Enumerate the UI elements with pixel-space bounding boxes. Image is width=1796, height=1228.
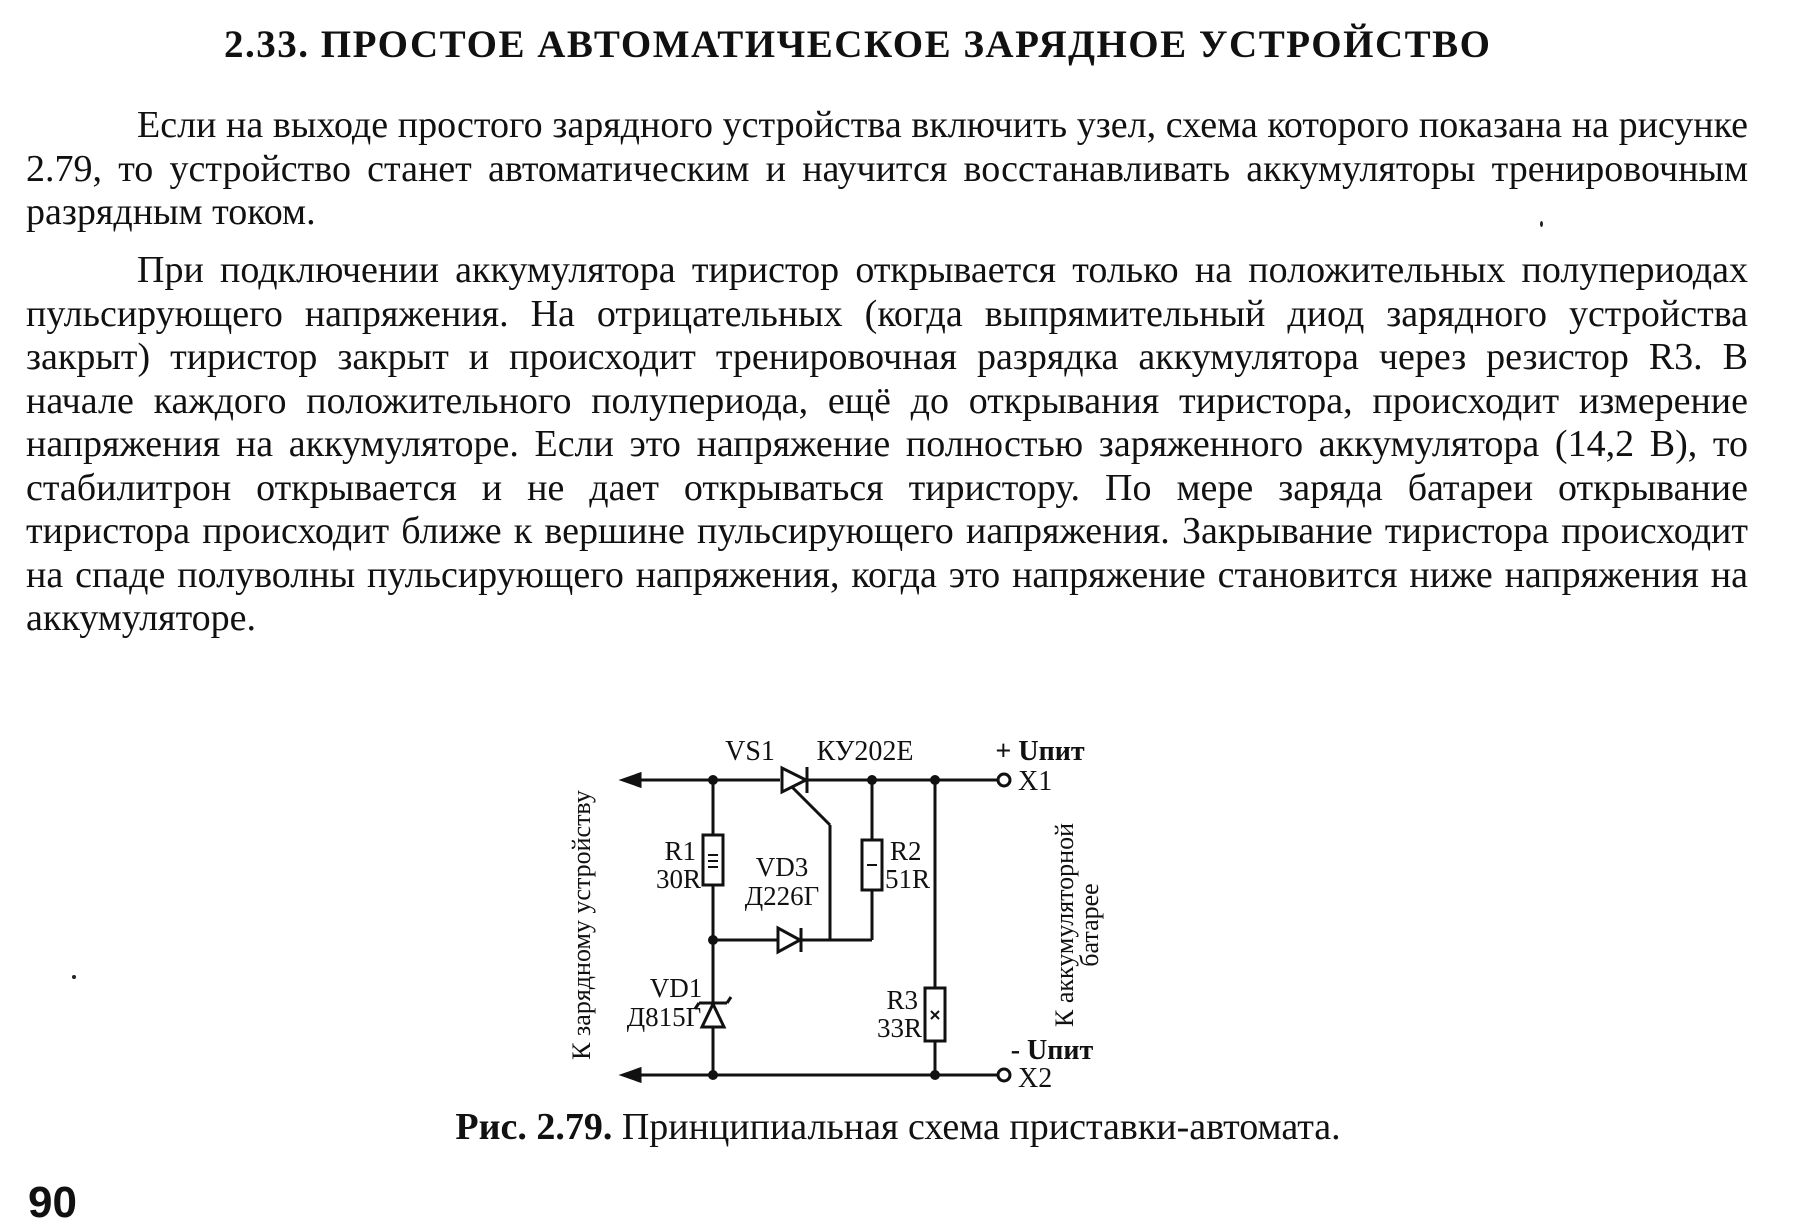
scan-speck: [1540, 221, 1543, 227]
vd1-type: Д815Г: [626, 1002, 702, 1032]
r1-value: 30R: [655, 864, 701, 894]
r2-name: R2: [890, 836, 922, 866]
r1-name: R1: [664, 836, 696, 866]
figure-number: Рис. 2.79.: [455, 1106, 613, 1148]
diode-vd3-symbol: [778, 928, 800, 952]
figure-caption: [0, 1105, 1796, 1149]
circuit-diagram: [560, 725, 1180, 1095]
terminal-x2-label: X2: [1018, 1063, 1053, 1094]
circuit-schematic: [560, 725, 1180, 1095]
vs1-label: VS1: [725, 736, 775, 767]
zener-vd1-symbol: [702, 1004, 724, 1027]
vd1-name: VD1: [649, 973, 703, 1003]
plus-supply-label: + Uпит: [995, 736, 1085, 767]
paragraph-intro: Если на выходе простого зарядного устройства включить узел, схема которого показана на рисунке 2.79, то устройство станет автоматическим и научится восстанавливать аккумуляторы тренировочным разрядным током.: [26, 104, 1748, 233]
r3-value: 33R: [876, 1013, 922, 1043]
r2-value: 51R: [885, 864, 931, 894]
r3-name: R3: [886, 985, 918, 1015]
right-vertical-label-line2: батарее: [1075, 883, 1104, 967]
page-number: 90: [28, 1178, 77, 1227]
vd3-type: Д226Г: [744, 881, 820, 911]
minus-supply-label: - Uпит: [1010, 1035, 1094, 1066]
right-vertical-label-line1: К аккумуляторной: [1050, 822, 1079, 1028]
figure-caption-text: Принципиальная схема приставки-автомата.: [621, 1106, 1341, 1148]
left-vertical-label: К зарядному устройству: [567, 790, 596, 1060]
terminal-x1-label: X1: [1018, 766, 1053, 797]
paragraph-operation: При подключении аккумулятора тиристор открывается только на положительных полупериодах пульсирующего напряжения. На отрицательных (когда выпрямительный диод зарядного устройства закрыт) тиристор закрыт и происходит тренировочная разрядка аккумулятора через резистор R3. В начале каждого положительного полупериода, ещё до открывания тиристора, происходит измерение напряжения на аккумуляторе. Если это напряжение полностью заряженного аккумулятора (14,2 В), то стабилитрон открывается и не дает открываться тиристору. По мере заряда батареи открывание тиристора происходит ближе к вершине пульсирующего иапряжения. Закрывание тиристора происходит на спаде полуволны пульсирующего напряжения, когда это напряжение становится ниже напряжения на аккумуляторе.: [26, 249, 1748, 639]
vd3-name: VD3: [755, 852, 809, 882]
vs1-type: КУ202Е: [816, 736, 914, 767]
scan-speck: [72, 975, 76, 979]
section-heading: 2.33. ПРОСТОЕ АВТОМАТИЧЕСКОЕ ЗАРЯДНОЕ УСТРОЙСТВО: [224, 23, 1492, 66]
